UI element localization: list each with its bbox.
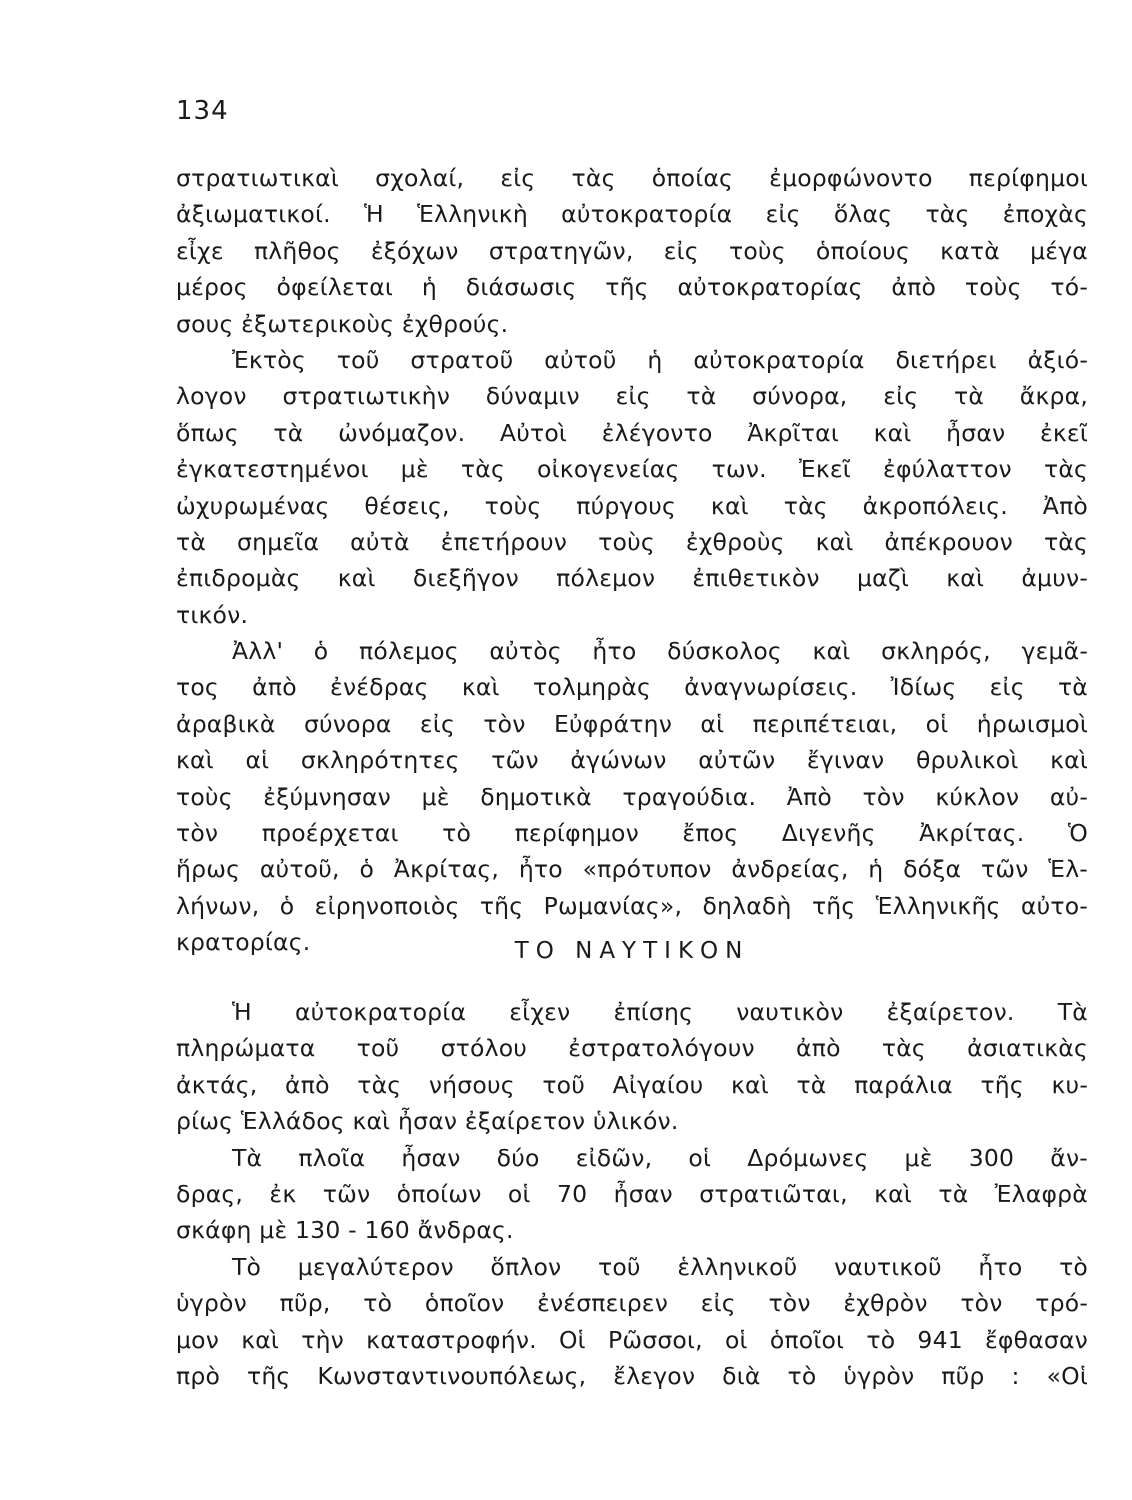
text-line: στρατιωτικαὶ σχολαί, εἰς τὰς ὁποίας ἐμορφώνοντο περίφημοι [176, 164, 1088, 192]
text-line: Ἐκτὸς τοῦ στρατοῦ αὐτοῦ ἡ αὐτοκρατορία διετήρει ἀξιό- [232, 345, 1088, 374]
text-line: πληρώματα τοῦ στόλου ἐστρατολόγουν ἀπὸ τὰς ἀσιατικὰς [176, 1034, 1088, 1063]
text-line: Τὰ πλοῖα ἦσαν δύο εἰδῶν, οἱ Δρόμωνες μὲ 300 ἄν- [232, 1143, 1088, 1172]
text-line: τὰ σημεῖα αὐτὰ ἐπετήρουν τοὺς ἐχθροὺς καὶ ἀπέκρουον τὰς [176, 527, 1088, 556]
text-block-after-heading [176, 994, 1088, 1394]
text-line: εἶχε πλῆθος ἐξόχων στρατηγῶν, εἰς τοὺς ὁποίους κατὰ μέγα [176, 236, 1088, 265]
text-line: σους ἐξωτερικοὺς ἐχθρούς. [176, 309, 509, 338]
text-line: πρὸ τῆς Κωνσταντινουπόλεως, ἔλεγον διὰ τὸ ὑγρὸν πῦρ : «Οἱ [176, 1361, 1088, 1390]
text-line: ἀξιωματικοί. Ἡ Ἑλληνικὴ αὐτοκρατορία εἰς ὅλας τὰς ἐποχὰς [176, 200, 1088, 229]
section-heading: ΤΟ ΝΑΥΤΙΚΟΝ [514, 938, 750, 964]
text-line: τοὺς ἐξύμνησαν μὲ δημοτικὰ τραγούδια. Ἀπὸ τὸν κύκλον αὐ- [176, 782, 1088, 811]
text-line: ἐπιδρομὰς καὶ διεξῆγον πόλεμον ἐπιθετικὸν μαζὶ καὶ ἀμυν- [176, 564, 1088, 593]
text-line: Ἀλλ' ὁ πόλεμος αὐτὸς ἦτο δύσκολος καὶ σκληρός, γεμᾶ- [232, 637, 1088, 666]
text-line: καὶ αἱ σκληρότητες τῶν ἀγώνων αὐτῶν ἔγιναν θρυλικοὶ καὶ [176, 746, 1088, 775]
text-line: ἀραβικὰ σύνορα εἰς τὸν Εὐφράτην αἱ περιπέτειαι, οἱ ἡρωισμοὶ [176, 709, 1088, 738]
text-line: ἀκτάς, ἀπὸ τὰς νήσους τοῦ Αἰγαίου καὶ τὰ παράλια τῆς κυ- [176, 1070, 1088, 1099]
text-line: Τὸ μεγαλύτερον ὅπλον τοῦ ἑλληνικοῦ ναυτικοῦ ἦτο τὸ [232, 1252, 1088, 1281]
page-number: 134 [176, 96, 229, 126]
text-line: ὅπως τὰ ὠνόμαζον. Αὐτοὶ ἐλέγοντο Ἀκρῖται καὶ ἦσαν ἐκεῖ [176, 418, 1088, 447]
text-line: τικόν. [176, 600, 249, 629]
text-line: τος ἀπὸ ἐνέδρας καὶ τολμηρὰς ἀναγνωρίσεις. Ἰδίως εἰς τὰ [176, 673, 1088, 702]
text-line: τὸν προέρχεται τὸ περίφημον ἔπος Διγενῆς Ἀκρίτας. Ὁ [176, 819, 1088, 848]
text-line: λογον στρατιωτικὴν δύναμιν εἰς τὰ σύνορα, εἰς τὰ ἄκρα, [176, 382, 1088, 411]
text-line: ἥρως αὐτοῦ, ὁ Ἀκρίτας, ἦτο «πρότυπον ἀνδρείας, ἡ δόξα τῶν Ἑλ- [176, 855, 1088, 884]
text-line: κρατορίας. [176, 928, 311, 957]
text-line: ὠχυρωμένας θέσεις, τοὺς πύργους καὶ τὰς ἀκροπόλεις. Ἀπὸ [176, 491, 1088, 520]
text-line: ὑγρὸν πῦρ, τὸ ὁποῖον ἐνέσπειρεν εἰς τὸν ἐχθρὸν τὸν τρό- [176, 1289, 1088, 1318]
text-block-before-heading [176, 160, 1088, 961]
text-line: ρίως Ἑλλάδος καὶ ἦσαν ἐξαίρετον ὑλικόν. [176, 1107, 679, 1136]
text-line: Ἡ αὐτοκρατορία εἶχεν ἐπίσης ναυτικὸν ἐξαίρετον. Τὰ [232, 998, 1088, 1026]
text-line: δρας, ἐκ τῶν ὁποίων οἱ 70 ἦσαν στρατιῶται, καὶ τὰ Ἐλαφρὰ [176, 1179, 1088, 1208]
text-line: ἐγκατεστημένοι μὲ τὰς οἰκογενείας των. Ἐκεῖ ἐφύλαττον τὰς [176, 455, 1088, 484]
text-line: μέρος ὀφείλεται ἡ διάσωσις τῆς αὐτοκρατορίας ἀπὸ τοὺς τό- [176, 273, 1088, 302]
text-line: μον καὶ τὴν καταστροφήν. Οἱ Ρῶσσοι, οἱ ὁποῖοι τὸ 941 ἔφθασαν [176, 1325, 1088, 1354]
text-line: σκάφη μὲ 130 - 160 ἄνδρας. [176, 1216, 514, 1245]
text-line: λήνων, ὁ εἰρηνοποιὸς τῆς Ρωμανίας», δηλαδὴ τῆς Ἑλληνικῆς αὐτο- [176, 891, 1088, 920]
